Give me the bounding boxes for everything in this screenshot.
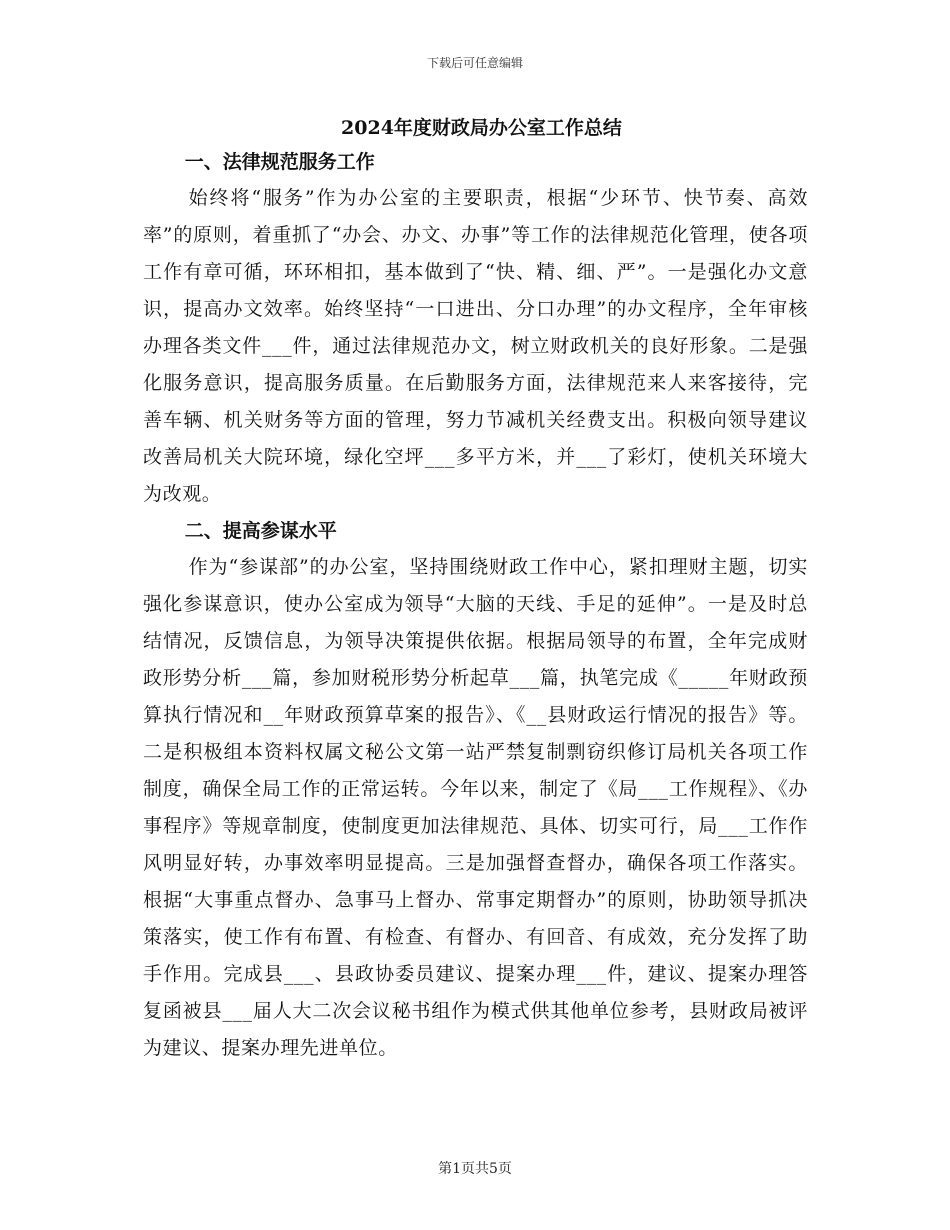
section-heading-legal-service: 一、法律规范服务工作 bbox=[184, 151, 375, 173]
section-heading-advisory: 二、提高参谋水平 bbox=[184, 520, 337, 542]
document-body bbox=[143, 112, 808, 1067]
header-note: 下载后可任意编辑 bbox=[426, 56, 523, 70]
section-paragraph-advisory: 作为“参谋部”的办公室，坚持围绕财政工作中心，紧扣理财主题，切实强化参谋意识，使办公室成为领导“大脑的天线、手足的延伸”。一是及时总结情况，反馈信息，为领导决策提供依据。根据局领导的布置，全年完成财政形势分析___篇，参加财税形势分析起草___篇，执笔完成《_____年财政预算执行情况和__年财政预算草案的报告》、《__县财政运行情况的报告》等。二是积极组本资料权属文秘公文第一站严禁复制剽窃织修订局机关各项工作制度，确保全局工作的正常运转。今年以来，制定了《局___工作规程》、《办事程序》等规章制度，使制度更加法律规范、具体、切实可行，局___工作作风明显好转，办事效率明显提高。三是加强督查督办，确保各项工作落实。根据“大事重点督办、急事马上督办、常事定期督办”的原则，协助领导抓决策落实，使工作有布置、有检查、有督办、有回音、有成效，充分发挥了助手作用。完成县___、县政协委员建议、提案办理___件，建议、提案办理答复函被县___届人大二次会议秘书组作为模式供其他单位参考，县财政局被评为建议、提案办理先进单位。 bbox=[143, 556, 808, 1059]
page-number: 第1页共5页 bbox=[438, 1161, 512, 1177]
document-title: 2024年度财政局办公室工作总结 bbox=[341, 117, 622, 139]
section-paragraph-legal-service: 始终将“服务”作为办公室的主要职责，根据“少环节、快节奏、高效率”的原则，着重抓了“办会、办文、办事”等工作的法律规范化管理，使各项工作有章可循，环环相扣，基本做到了“快、精、细、严”。一是强化办文意识，提高办文效率。始终坚持“一口进出、分口办理”的办文程序，全年审核办理各类文件___件，通过法律规范办文，树立财政机关的良好形象。二是强化服务意识，提高服务质量。在后勤服务方面，法律规范来人来客接待，完善车辆、机关财务等方面的管理，努力节减机关经费支出。积极向领导建议改善局机关大院环境，绿化空坪___多平方米，并___了彩灯，使机关环境大为改观。 bbox=[143, 187, 808, 505]
